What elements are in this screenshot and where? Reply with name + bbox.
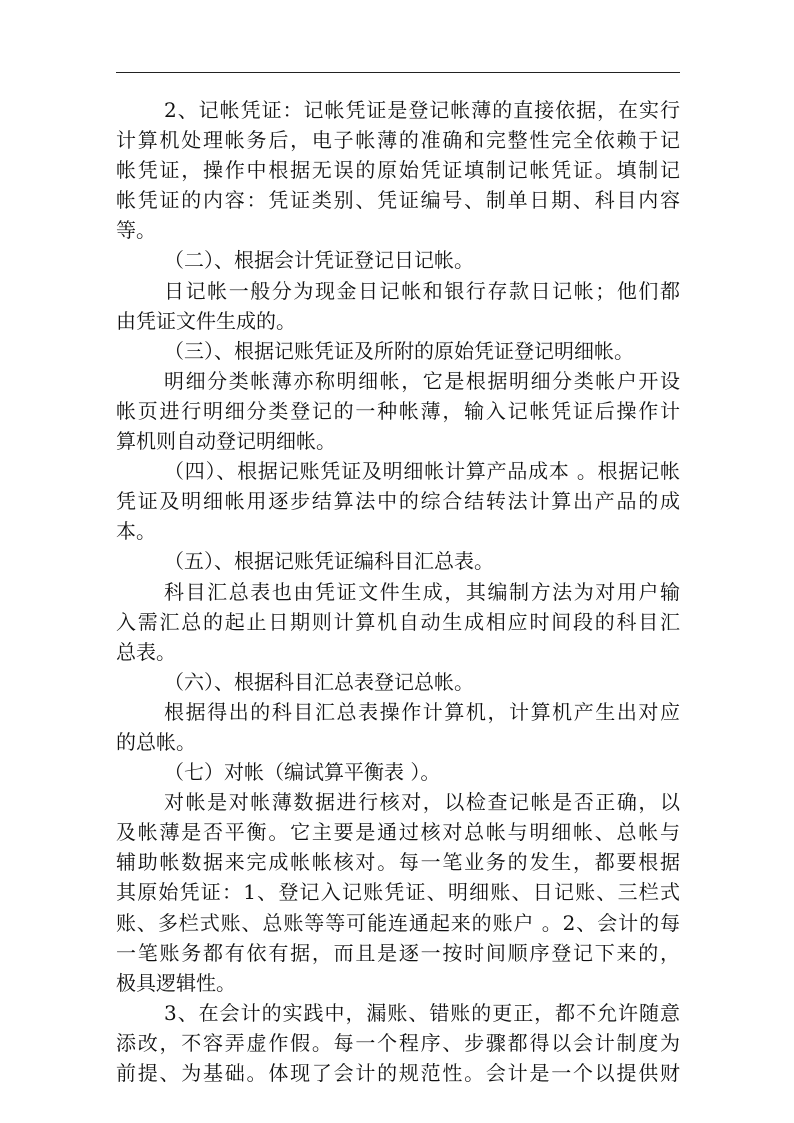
text-line: 的总帐。	[116, 729, 196, 754]
text-line: 极具逻辑性。	[116, 970, 236, 995]
text-line: 明细分类帐薄亦称明细帐，它是根据明细分类帐户开设	[164, 368, 680, 393]
text-line: （三）、根据记账凭证及所附的原始凭证登记明细帐。	[164, 338, 634, 363]
text-line: 根据得出的科目汇总表操作计算机，计算机产生出对应	[164, 699, 680, 724]
text-line: 科目汇总表也由凭证文件生成，其编制方法为对用户输	[164, 579, 680, 604]
text-line: （七）对帐（编试算平衡表 ）。	[164, 760, 441, 785]
text-line: 3、在会计的实践中，漏账、错账的更正，都不允许随意	[164, 1000, 680, 1025]
text-line: 前提、为基础。体现了会计的规范性。会计是一个以提供财	[116, 1061, 680, 1085]
text-line: 帐页进行明细分类登记的一种帐薄，输入记帐凭证后操作计	[116, 398, 680, 423]
text-line: 对帐是对帐薄数据进行核对，以检查记帐是否正确，以	[164, 790, 680, 815]
text-line: 本。	[116, 519, 156, 544]
text-line: 及帐薄是否平衡。它主要是通过核对总帐与明细帐、总帐与	[116, 820, 680, 845]
text-line: （二）、根据会计凭证登记日记帐。	[164, 248, 474, 273]
text-line: 等。	[116, 218, 156, 243]
text-line: 算机则自动登记明细帐。	[116, 429, 336, 454]
text-line: （五）、根据记账凭证编科目汇总表。	[164, 549, 494, 574]
text-line: 计算机处理帐务后，电子帐薄的准确和完整性完全依赖于记	[116, 128, 680, 153]
text-line: 入需汇总的起止日期则计算机自动生成相应时间段的科目汇	[116, 609, 680, 634]
text-line: 帐凭证的内容：凭证类别、凭证编号、制单日期、科目内容	[116, 188, 680, 213]
text-line: 总表。	[116, 639, 176, 664]
text-line: （四）、根据记账凭证及明细帐计算产品成本 。根据记帐	[164, 459, 680, 484]
text-line: 日记帐一般分为现金日记帐和银行存款日记帐；他们都	[164, 278, 680, 303]
text-line: （六）、根据科目汇总表登记总帐。	[164, 669, 474, 694]
text-line: 一笔账务都有依有据，而且是逐一按时间顺序登记下来的，	[116, 940, 680, 965]
text-line: 2、记帐凭证：记帐凭证是登记帐薄的直接依据，在实行	[164, 98, 680, 122]
header-rule	[116, 72, 680, 73]
text-line: 其原始凭证：1、登记入记账凭证、明细账、日记账、三栏式	[116, 880, 680, 905]
text-line: 添改，不容弄虚作假。每一个程序、步骤都得以会计制度为	[116, 1030, 680, 1055]
document-body	[116, 95, 680, 1088]
text-line: 账、多栏式账、总账等等可能连通起来的账户 。2、会计的每	[116, 910, 680, 935]
text-line: 由凭证文件生成的。	[116, 308, 296, 333]
text-line: 凭证及明细帐用逐步结算法中的综合结转法计算出产品的成	[116, 489, 680, 514]
text-line: 帐凭证，操作中根据无误的原始凭证填制记帐凭证。填制记	[116, 158, 680, 183]
text-line: 辅助帐数据来完成帐帐核对。每一笔业务的发生，都要根据	[116, 850, 680, 875]
